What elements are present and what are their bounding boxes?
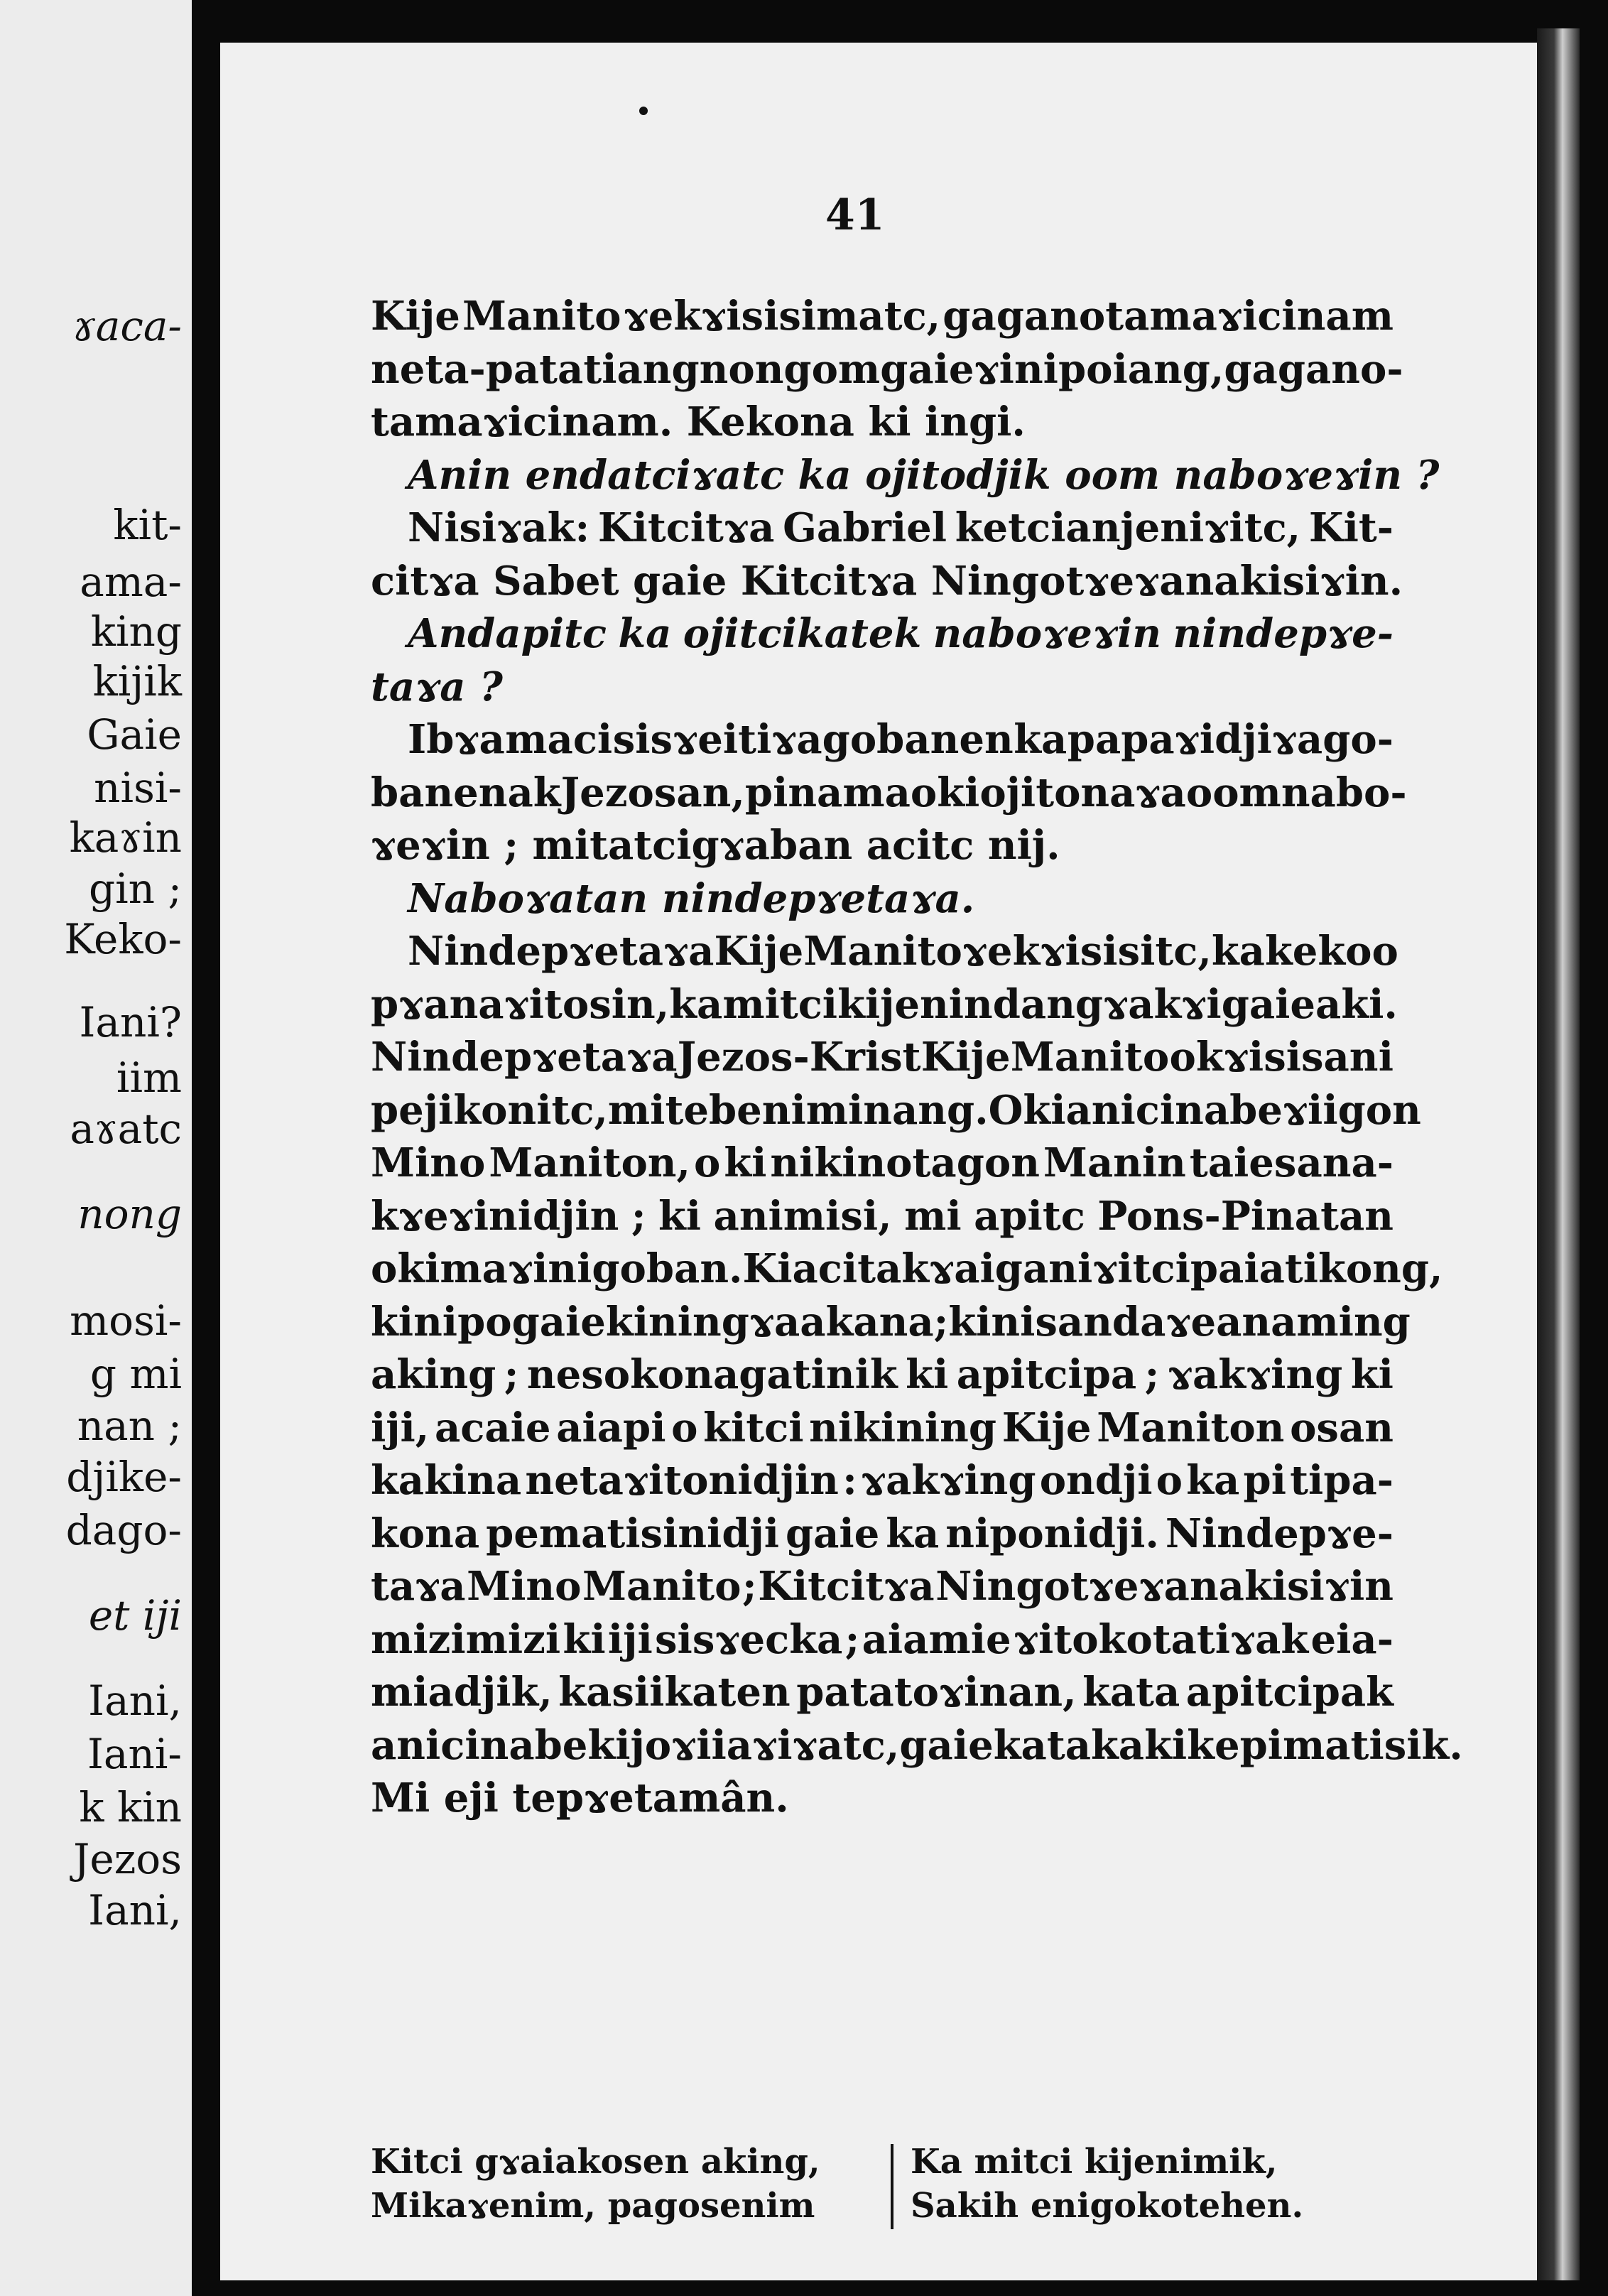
text-line-content [371,1666,1394,1719]
word: iji, [371,1404,430,1451]
word: ɤitokotatiɤak [1013,1615,1309,1663]
word: mizimizi [371,1615,561,1663]
left-page-line: king [90,607,182,656]
text-line-content [371,1242,1443,1296]
left-page-line: nong [77,1190,182,1238]
word: Ningotɤeɤanakisiɤin [935,1563,1394,1610]
word: patatoɤinan, [796,1669,1077,1716]
word: Kitcitɤa [597,504,775,551]
word: sisɤecka [655,1615,843,1663]
text-line-content [371,1348,1394,1402]
left-page-line: dago- [65,1506,182,1554]
text-line-content [371,978,1398,1031]
word: Kit- [1308,504,1394,551]
word: ka [669,980,723,1028]
word: tipa- [1290,1457,1394,1504]
word: i [1378,1034,1394,1081]
word: kakike [1090,1721,1240,1769]
word: gaie [785,1510,880,1557]
word: ɤekɤisisimatc, [623,293,941,340]
word: taiesana- [1189,1139,1394,1186]
word: banenak [371,769,561,816]
footer-left-column [371,2140,820,2228]
word: pejikonitc, [371,1086,608,1134]
text-line [371,1137,1394,1190]
footer-left-line: Kitci gɤaiakosen aking, [371,2142,820,2182]
word: ɤakɤing [1167,1351,1343,1398]
word: gaie [1221,980,1316,1028]
text-line-content [371,1507,1394,1561]
word: pɤanaɤitosin, [371,980,670,1028]
text-line [371,872,1394,926]
left-page-line: kijik [92,657,182,705]
word: Ibɤa [408,716,505,763]
left-page-line: gin ; [88,865,182,913]
word: anicinabek [371,1721,616,1769]
left-page-line: kaɤin [69,813,182,862]
word: osan [1290,1404,1394,1451]
word: ; [844,1615,860,1663]
text-line-content [408,502,1394,555]
word: o [1371,928,1398,975]
word: ki [371,1298,414,1345]
word: mi [904,1192,962,1240]
word: Kije [920,1034,1011,1081]
word: Nindepɤe- [1165,1510,1394,1557]
word: ki [937,769,980,816]
text-line [371,290,1394,343]
word: ka [618,610,672,657]
footer-right-column [911,2140,1303,2228]
footer-right-line: Sakih enigokotehen. [911,2186,1304,2226]
text-line [371,396,1394,449]
text-line [371,1613,1394,1667]
word: Pons-Pinatan [1097,1192,1394,1240]
text-line [371,661,1394,714]
word: ka [1014,716,1068,763]
word: aki. [1315,980,1398,1028]
text-line-content [371,1719,1463,1772]
text-line-content [371,290,1394,343]
word: oom [1185,769,1281,816]
word: o [694,1139,721,1186]
text-line [371,1348,1394,1402]
word: ki [1023,1086,1066,1134]
word: Maniton [1097,1404,1285,1451]
word: nabo- [1281,769,1407,816]
word: tebeniminang. [665,1086,989,1134]
word: ka [1211,928,1265,975]
text-line [371,502,1394,555]
word: acitakɤaiganiɤi [792,1245,1133,1292]
word: maci [505,716,613,763]
text-line [371,1772,1394,1825]
left-page-line: mosi- [70,1296,182,1345]
word: mi [607,1086,666,1134]
word: Nisiɤak: [408,504,590,551]
word: nisandaɤe [991,1298,1217,1345]
word: gagano- [1224,345,1403,393]
word: ɤakɤi [1103,980,1222,1028]
word: apitcipa [956,1351,1137,1398]
footer-right-line: Ka mitci kijenimik, [911,2142,1278,2182]
word: ; [933,1298,949,1345]
word: aiamie [862,1615,1011,1663]
left-page-line: ama- [80,558,182,606]
word: Nindepɤetaɤa [408,928,715,975]
word: ketcianjeniɤitc, [955,504,1301,551]
word: ɤekɤisisitc, [962,928,1212,975]
word: ningɤaakana [648,1298,934,1345]
text-line-content: taɤa ? [371,663,503,710]
word: ijoɤiiaɤiɤatc, [615,1721,900,1769]
word: : [842,1457,857,1504]
text-line [371,449,1440,502]
footer-divider [891,2144,893,2229]
word: o [671,1404,698,1451]
left-page-line: iim [116,1054,182,1102]
text-line-content [371,1296,1411,1349]
word: ki [906,1351,949,1398]
word: gaie [511,1298,606,1345]
word: pi [1243,1457,1286,1504]
left-page-line: ɤaca- [72,302,182,350]
word: nikining [809,1404,997,1451]
word: Manito [582,1563,741,1610]
word: Manin [1043,1139,1186,1186]
word: gaie [880,345,974,393]
footer-left-line: Mikaɤenim, pagosenim [371,2186,815,2226]
word: Kitcitɤa [758,1563,935,1610]
left-page-line: nan ; [77,1402,182,1450]
word: ki [724,1139,767,1186]
word: kitci [703,1404,804,1451]
text-line-content [371,1084,1421,1137]
word: niponidji. [945,1510,1159,1557]
word: Manito [462,293,621,340]
word: ; [1144,1351,1160,1398]
text-line [371,343,1403,396]
text-line [371,607,1394,661]
word: kona [371,1510,480,1557]
word: naboɤeɤin [933,610,1161,657]
page-edge [1537,28,1580,2280]
left-page-line: aɤatc [70,1105,182,1153]
text-line-content [408,925,1398,978]
word: taɤa [371,1563,466,1610]
text-line [371,819,1394,872]
word: ɤakɤing [860,1457,1036,1504]
text-line [371,1242,1443,1296]
word: gaie [899,1721,994,1769]
word: pematisinidji [486,1510,780,1557]
text-line [371,767,1407,820]
text-line-content [408,607,1394,661]
word: kijenindang [837,980,1104,1028]
word: ki [1350,1351,1394,1398]
word: Nindepɤetaɤa [371,1034,678,1081]
word: Andapitc [408,610,607,657]
word: neta-patatiang [371,345,700,393]
word: acaie [434,1404,551,1451]
text-line-content [371,1454,1394,1507]
word: ; [741,1563,757,1610]
left-page-line: g mi [89,1350,182,1398]
word: ki [948,1298,992,1345]
left-page-line: Iani, [88,1677,182,1725]
text-line [371,1560,1394,1613]
left-page-line: Iani- [87,1730,182,1778]
word: Kije [1001,1404,1092,1451]
text-line [371,925,1398,978]
text-line-content [371,1031,1394,1084]
word: kɤeɤinidjin [371,1192,619,1240]
word: miadjik, [371,1669,553,1716]
left-page-fragment [0,0,192,2296]
word: ki [563,1615,606,1663]
word: Kije [371,293,460,340]
text-line [371,1296,1411,1349]
text-line [371,978,1398,1031]
text-line [371,1719,1463,1772]
word: nipo [413,1298,512,1345]
text-line [371,1084,1421,1137]
word: Ki [742,1245,793,1292]
word: Mino [467,1563,582,1610]
word: aking [371,1351,496,1398]
left-page-line: k kin [79,1783,182,1831]
word: Jezos-Krist [677,1034,921,1081]
left-page-line: Iani, [88,1886,182,1934]
word: okimaɤinigoban. [371,1245,743,1292]
text-line [371,1031,1394,1084]
word: ondji [1039,1457,1153,1504]
word: nikinotagon [770,1139,1040,1186]
word: iji [607,1615,653,1663]
word: ; [631,1192,646,1240]
page-number: 41 [825,190,885,240]
word: o [1169,1034,1196,1081]
word: nongom [699,345,881,393]
word: papaɤidjiɤago- [1067,716,1394,763]
word: apitcipak [1185,1669,1394,1716]
left-page-line: nisi- [94,764,182,812]
word: o [910,769,938,816]
word: Gabriel [783,504,947,551]
word: anaming [1216,1298,1411,1345]
word: netaɤitonidjin [525,1457,839,1504]
text-line [371,1454,1394,1507]
word: pimatisik. [1239,1721,1463,1769]
word: animisi, [713,1192,892,1240]
left-page-line: Jezos [73,1835,182,1883]
word: ojitcikatek [683,610,922,657]
word: Mino [371,1139,486,1186]
word: ɤi [974,345,1014,393]
word: mitci [722,980,838,1028]
word: kɤisisan [1195,1034,1379,1081]
word: Manito [803,928,962,975]
word: gaganotamaɤicinam [942,293,1394,340]
text-line [371,1402,1394,1455]
text-line-content [371,1613,1394,1667]
text-line-content: tamaɤicinam. Kekona ki ingi. [371,399,1026,445]
word: O [988,1086,1023,1134]
word: Manito [1010,1034,1170,1081]
word: o [1156,1457,1183,1504]
left-page-line: Keko- [64,915,182,963]
body-text [371,290,1463,1825]
word: sisɤeitiɤagobanen [612,716,1014,763]
word: nindepɤe- [1173,610,1394,657]
word: nesokonagatinik [526,1351,898,1398]
left-page-line: Iani? [79,998,182,1046]
word: keko [1264,928,1372,975]
left-page-line: Gaie [87,710,182,759]
word: ki [658,1192,702,1240]
text-line-content [408,713,1394,767]
text-line-content: Naboɤatan nindepɤetaɤa. [408,874,975,922]
text-line-content [371,343,1403,396]
text-line-content [371,1190,1394,1243]
left-page-line: et iji [88,1591,182,1640]
left-page-line: djike- [66,1453,182,1501]
word: Jezosan, [560,769,745,816]
left-page-line: kit- [113,501,182,549]
word: ki [605,1298,648,1345]
text-line-content [371,1560,1394,1613]
text-line-content [371,1402,1394,1455]
text-line-content [371,1137,1394,1190]
word: apitc [974,1192,1085,1240]
word: ojitonaɤa [979,769,1186,816]
word: eia- [1310,1615,1394,1663]
text-line-content: Mi eji tepɤetamân. [371,1775,789,1821]
text-line-content [371,767,1407,820]
word: ; [504,1351,519,1398]
text-line-content: Anin endatciɤatc ka ojitodjik oom naboɤeɤin ? [408,451,1440,499]
text-line-content: citɤa Sabet gaie Kitcitɤa Ningotɤeɤanakisiɤin. [371,557,1403,605]
text-line [371,555,1403,608]
text-line [371,713,1394,767]
word: Kije [714,928,804,975]
word: ka [1186,1457,1240,1504]
word: kasiikaten [558,1669,791,1716]
word: ka [886,1510,940,1557]
word: Maniton, [489,1139,691,1186]
word: tcipaiatikong, [1132,1245,1443,1292]
text-line [371,1190,1394,1243]
text-line [371,1666,1394,1719]
word: nipoiang, [1014,345,1224,393]
word: pinama [744,769,911,816]
text-line-content: ɤeɤin ; mitatcigɤaban acitc nij. [371,822,1060,869]
word: kakina [371,1457,522,1504]
word: kata [1082,1669,1180,1716]
ink-dot [639,107,648,115]
word: kata [993,1721,1091,1769]
word: aiapi [556,1404,666,1451]
word: anicinabeɤiigon [1065,1086,1421,1134]
text-line [371,1507,1394,1561]
